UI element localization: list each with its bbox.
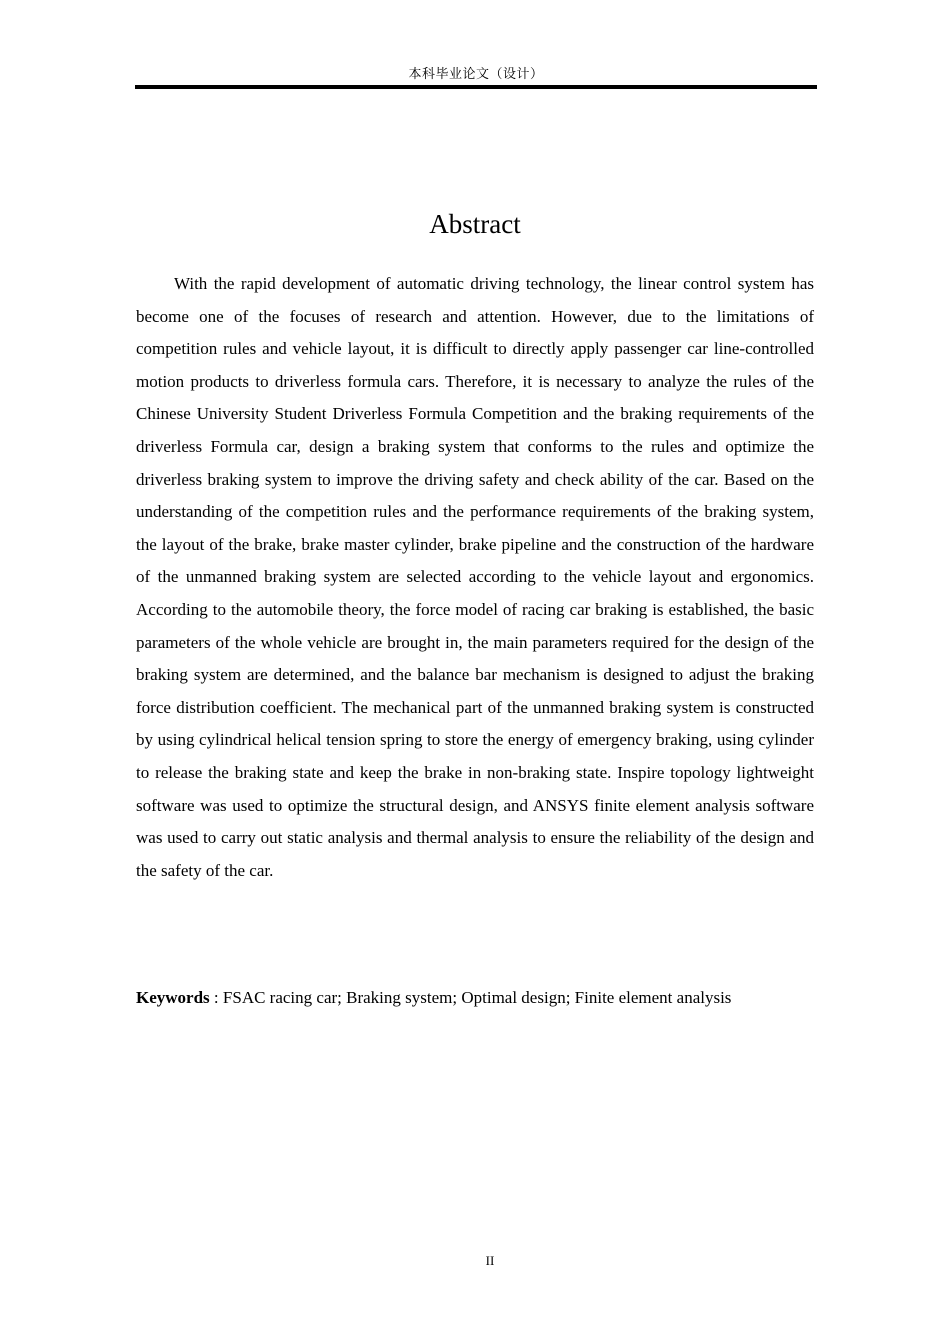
keywords-label: Keywords (136, 988, 210, 1007)
keywords-separator: : (209, 988, 223, 1007)
keywords-line (136, 982, 836, 1014)
abstract-title: Abstract (429, 209, 521, 239)
keywords-value: FSAC racing car; Braking system; Optimal design; Finite element analysis (222, 988, 732, 1007)
header-rule (135, 85, 817, 89)
running-header: 本科毕业论文（设计） (408, 66, 544, 81)
page-number: II (485, 1253, 495, 1268)
abstract-body: With the rapid development of automatic driving technology, the linear control system has become one of the focuses of research and attention. However, due to the limitations of competition rules and vehicle layout, it is difficult to directly apply passenger car line-controlled motion products to driverless formula cars. Therefore, it is necessary to analyze the rules of the Chinese University Student Driverless Formula Competition and the braking requirements of the driverless Formula car, design a braking system that conforms to the rules and optimize the driverless braking system to improve the driving safety and check ability of the car. Based on the understanding of the competition rules and the performance requirements of the braking system, the layout of the brake, brake master cylinder, brake pipeline and the construction of the hardware of the unmanned braking system are selected according to the vehicle layout and ergonomics. According to the automobile theory, the force model of racing car braking is established, the basic parameters of the whole vehicle are brought in, the main parameters required for the design of the braking system are determined, and the balance bar mechanism is designed to adjust the braking force distribution coefficient. The mechanical part of the unmanned braking system is constructed by using cylindrical helical tension spring to store the energy of emergency braking, using cylinder to release the braking state and keep the brake in non-braking state. Inspire topology lightweight software was used to optimize the structural design, and ANSYS finite element analysis software was used to carry out static analysis and thermal analysis to ensure the reliability of the design and the safety of the car. (136, 274, 814, 880)
